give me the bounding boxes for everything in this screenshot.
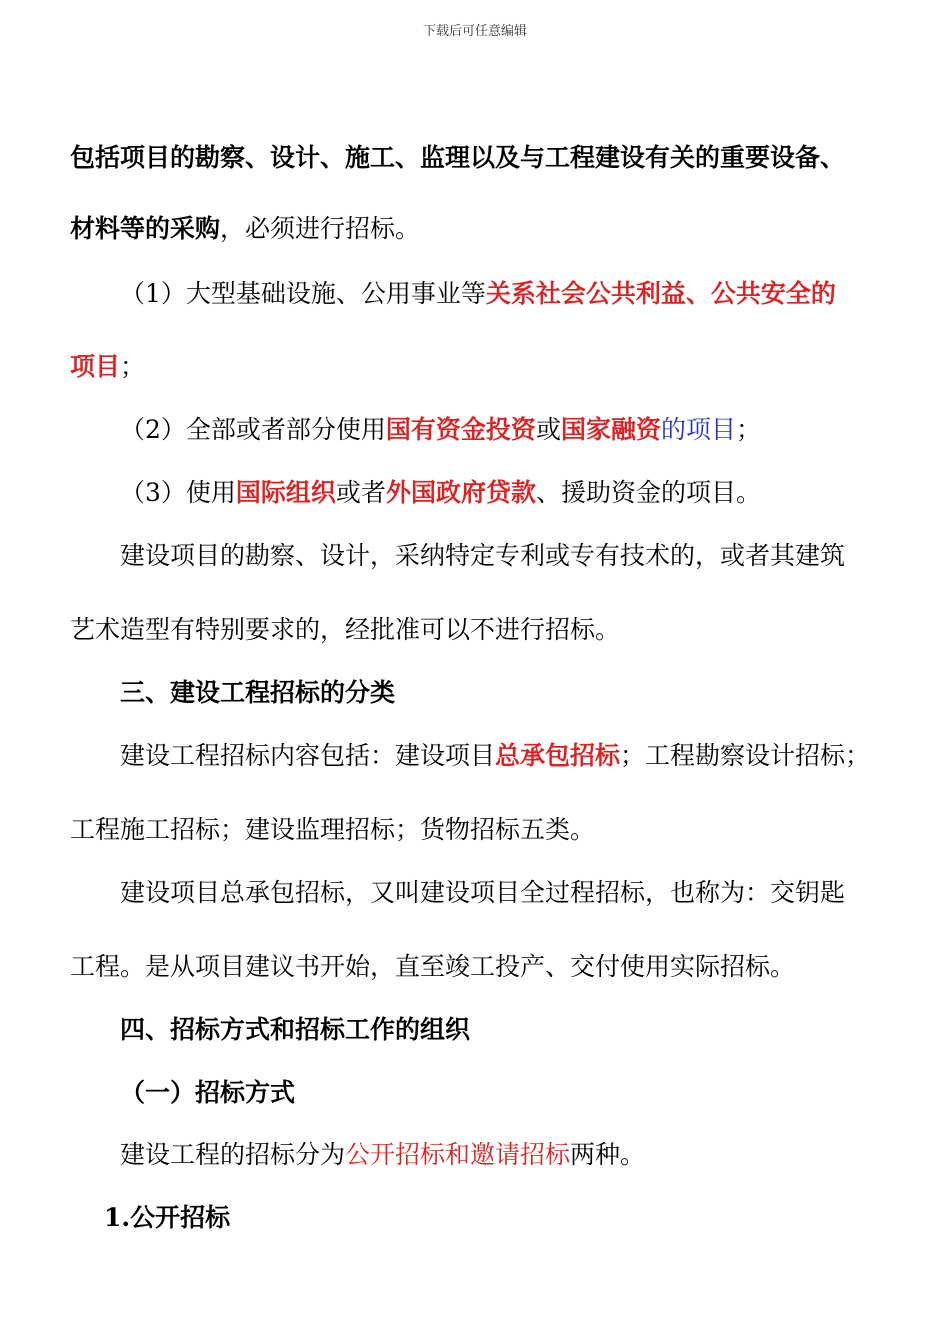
paragraph-line <box>120 477 761 509</box>
subsection-heading <box>120 1077 295 1109</box>
text-segment: ； <box>735 415 761 444</box>
text-segment: ；工程勘察设计招标； <box>620 741 871 770</box>
highlighted-text: 外国政府贷款 <box>385 478 536 507</box>
text-segment: 建设工程招标内容包括：建设项目 <box>120 741 496 770</box>
text-segment: （1）大型基础设施、公用事业等 <box>120 279 486 308</box>
page-header: 下载后可任意编辑 <box>422 24 527 39</box>
text-segment: 、援助资金的项目。 <box>535 478 761 507</box>
highlighted-text: 国家融资 <box>560 415 661 444</box>
highlighted-text: 总承包招标 <box>495 741 621 770</box>
section-heading <box>120 677 395 709</box>
paragraph-line <box>120 877 845 909</box>
red-text: 公开招标和邀请招标 <box>345 1140 571 1169</box>
highlighted-text: 项目 <box>70 352 121 381</box>
paragraph-line <box>120 740 870 772</box>
paragraph-line <box>70 951 795 983</box>
text-segment: 材料等的采购 <box>70 214 221 243</box>
text-segment: 四、招标方式和招标工作的组织 <box>120 1015 471 1044</box>
text-segment: ，必须进行招标。 <box>220 214 421 243</box>
text-segment: 建设项目的勘察、设计，采纳特定专利或专有技术的，或者其建筑 <box>120 541 846 570</box>
highlighted-text: 国际组织 <box>235 478 336 507</box>
section-heading <box>120 1014 470 1046</box>
text-segment: 两种。 <box>570 1140 646 1169</box>
text-segment: 工程施工招标；建设监理招标；货物招标五类。 <box>70 815 596 844</box>
text-segment: 建设项目总承包招标，又叫建设项目全过程招标，也称为：交钥匙 <box>120 878 846 907</box>
text-segment: 或 <box>535 415 561 444</box>
text-segment: 建设工程的招标分为 <box>120 1140 346 1169</box>
paragraph-line <box>70 814 595 846</box>
text-segment: 包括项目的勘察、设计、施工、监理以及与工程建设有关的重要设备、 <box>70 143 846 172</box>
text-segment: 或者 <box>335 478 386 507</box>
paragraph-line <box>70 351 145 383</box>
text-segment: 工程。是从项目建议书开始，直至竣工投产、交付使用实际招标。 <box>70 952 796 981</box>
paragraph-line <box>120 414 761 446</box>
text-segment: 艺术造型有特别要求的，经批准可以不进行招标。 <box>70 615 621 644</box>
text-segment: 三、建设工程招标的分类 <box>120 678 396 707</box>
text-segment: （3）使用 <box>120 478 236 507</box>
paragraph-line <box>70 213 420 245</box>
paragraph-line <box>120 1139 645 1171</box>
blue-text: 的项目 <box>660 415 736 444</box>
text-segment: ； <box>120 352 146 381</box>
text-segment: （一）招标方式 <box>120 1078 296 1107</box>
paragraph-line <box>120 278 836 310</box>
paragraph-line <box>70 614 620 646</box>
text-segment: （2）全部或者部分使用 <box>120 415 386 444</box>
text-segment: 1.公开招标 <box>104 1203 231 1232</box>
highlighted-text: 关系社会公共利益、公共安全的 <box>485 279 836 308</box>
paragraph-line <box>120 540 845 572</box>
subsection-heading <box>104 1202 230 1234</box>
highlighted-text: 国有资金投资 <box>385 415 536 444</box>
paragraph-line <box>70 142 845 174</box>
